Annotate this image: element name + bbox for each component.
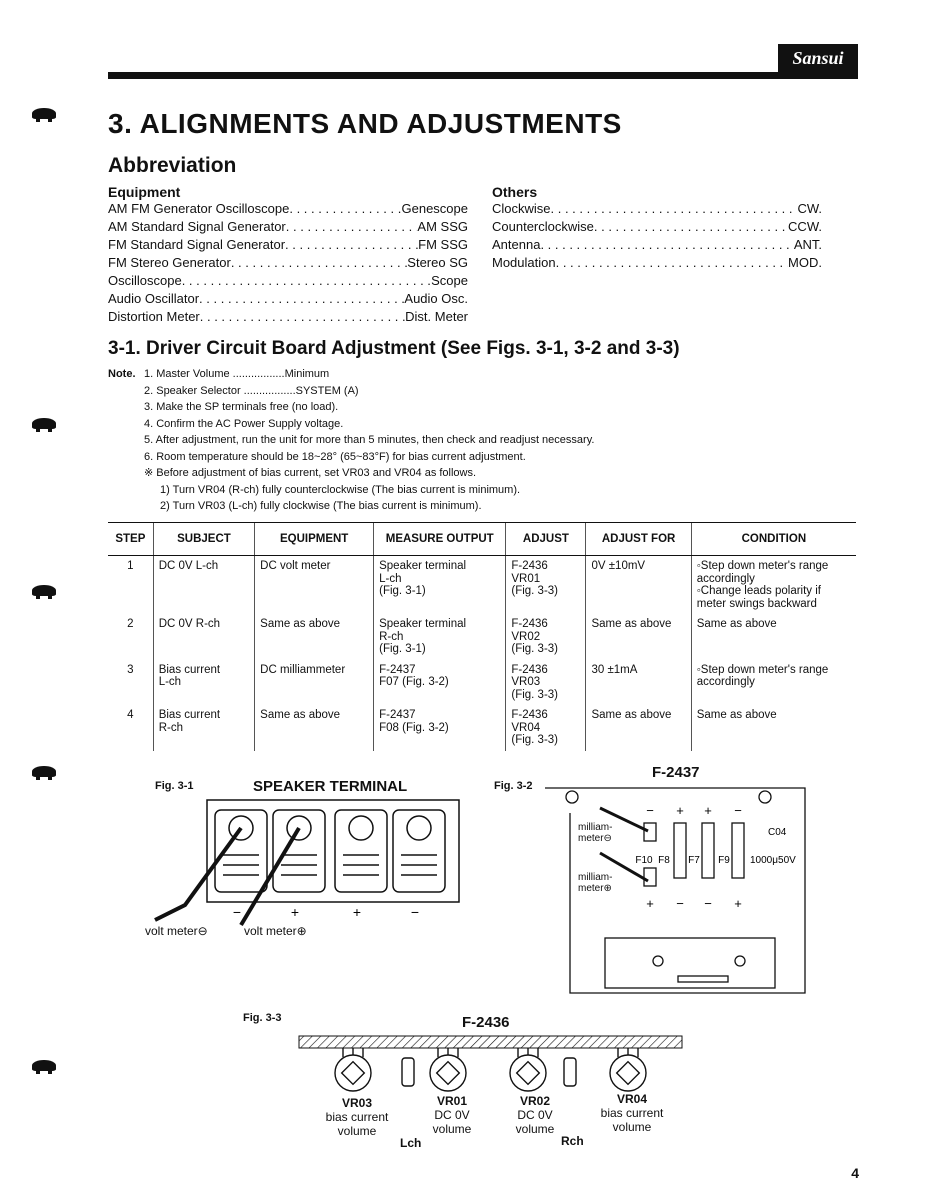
leader-dots <box>551 200 798 218</box>
abbreviation-value: MOD. <box>788 255 822 270</box>
leader-dots <box>286 218 418 236</box>
leader-dots <box>199 290 404 308</box>
table-cell: ◦Step down meter's range accordingly ◦Change leads polarity if meter swings backward <box>691 556 856 615</box>
table-cell: 4 <box>127 709 134 721</box>
polarity-label: − <box>704 896 712 911</box>
abbreviation-row <box>108 254 468 272</box>
table-cell: F-2436 VR03 (Fig. 3-3) <box>506 660 586 706</box>
equipment-list <box>108 184 468 326</box>
adjustment-table <box>108 522 856 751</box>
abbreviation-value: Scope <box>431 273 468 288</box>
abbreviation-term: Audio Oscillator <box>108 291 200 306</box>
table-row <box>108 705 856 751</box>
abbreviation-value: FM SSG <box>418 237 468 252</box>
abbreviation-row <box>108 290 468 308</box>
capacitor-label: 1000μ50V <box>750 855 796 866</box>
vr-label <box>593 1092 671 1134</box>
vr-id: VR01 <box>436 1094 468 1108</box>
abbreviation-term: FM Standard Signal Generator <box>108 237 286 252</box>
table-cell: DC 0V L-ch <box>153 556 254 615</box>
abbreviation-term: Distortion Meter <box>108 309 200 324</box>
table-cell: Same as above <box>255 614 374 660</box>
abbreviation-value: Dist. Meter <box>405 309 468 324</box>
table-cell: F-2436 VR01 (Fig. 3-3) <box>506 556 586 615</box>
table-cell: 30 ±1mA <box>586 660 691 706</box>
table-cell: F-2437 F07 (Fig. 3-2) <box>374 660 506 706</box>
equipment-heading: Equipment <box>108 184 181 200</box>
vr-label <box>496 1094 574 1136</box>
milliammeter-neg-label: milliam- meter⊖ <box>578 822 613 844</box>
polarity-label: + <box>734 896 742 911</box>
abbreviation-row <box>108 272 468 290</box>
polarity-label: + <box>646 896 654 911</box>
others-list <box>492 184 822 272</box>
fuse-label: F7 <box>688 855 700 866</box>
vr-function: bias current <box>600 1106 664 1120</box>
note-line: 1. Master Volume .................Minimum <box>144 368 330 380</box>
leader-dots <box>540 236 793 254</box>
table-cell: DC milliammeter <box>255 660 374 706</box>
table-cell: Same as above <box>691 614 856 660</box>
leader-dots <box>556 254 788 272</box>
abbreviation-value: Stereo SG <box>407 255 468 270</box>
table-cell: Bias current R-ch <box>153 705 254 751</box>
leader-dots <box>285 236 418 254</box>
table-header: ADJUST <box>506 523 586 556</box>
polarity-label: − <box>646 803 654 818</box>
polarity-label: − <box>676 896 684 911</box>
fig3-title: F-2436 <box>462 1014 510 1031</box>
binder-mark <box>32 585 56 596</box>
vr-type: volume <box>612 1120 652 1134</box>
abbreviation-row <box>108 200 468 218</box>
polarity-label: + <box>352 904 362 920</box>
vr-type: volume <box>432 1122 472 1136</box>
fig1-label: Fig. 3-1 <box>155 780 194 792</box>
abbreviation-row <box>108 236 468 254</box>
table-cell: Bias current L-ch <box>153 660 254 706</box>
vr-function: DC 0V <box>434 1108 470 1122</box>
vr-id: VR02 <box>519 1094 551 1108</box>
page-title: 3. ALIGNMENTS AND ADJUSTMENTS <box>108 108 622 139</box>
abbreviation-value: Genescope <box>401 201 468 216</box>
abbreviation-term: Counterclockwise <box>492 219 594 234</box>
note-line: ※ Before adjustment of bias current, set VR03 and VR04 as follows. <box>144 467 477 479</box>
table-header: SUBJECT <box>153 523 254 556</box>
fig1-title: SPEAKER TERMINAL <box>253 778 408 795</box>
note-line: 6. Room temperature should be 18~28° (65~83°F) for bias current adjustment. <box>144 450 526 463</box>
table-cell: DC volt meter <box>255 556 374 615</box>
abbreviation-row <box>492 254 822 272</box>
table-cell: F-2437 F08 (Fig. 3-2) <box>374 705 506 751</box>
note-line: 2) Turn VR03 (L-ch) fully clockwise (The bias current is minimum). <box>160 500 482 512</box>
table-cell: DC 0V R-ch <box>153 614 254 660</box>
fig2-label: Fig. 3-2 <box>494 780 533 792</box>
abbreviation-term: FM Stereo Generator <box>108 255 231 270</box>
table-cell: Same as above <box>586 705 691 751</box>
binder-mark <box>32 418 56 429</box>
leader-dots <box>200 308 405 326</box>
leader-dots <box>594 218 788 236</box>
table-cell: Speaker terminal L-ch (Fig. 3-1) <box>374 556 506 615</box>
polarity-label: − <box>232 904 242 920</box>
table-cell: ◦Step down meter's range accordingly <box>691 660 856 706</box>
abbreviation-term: Oscilloscope <box>108 273 182 288</box>
vr-id: VR03 <box>341 1096 373 1110</box>
binder-mark <box>32 108 56 119</box>
note-line: 1) Turn VR04 (R-ch) fully counterclockwise (The bias current is minimum). <box>160 483 521 496</box>
vr-label <box>318 1096 396 1138</box>
milliammeter-pos-label: milliam- meter⊕ <box>578 872 613 894</box>
abbreviation-row <box>108 218 468 236</box>
abbreviation-term: AM FM Generator Oscilloscope <box>108 201 290 216</box>
abbreviation-term: Clockwise <box>492 201 551 216</box>
abbreviation-value: CW. <box>797 201 822 216</box>
polarity-label: + <box>704 803 712 818</box>
page-number: 4 <box>851 1165 859 1181</box>
leader-dots <box>182 272 431 290</box>
fuse-label: F8 <box>658 855 670 866</box>
others-heading: Others <box>492 184 538 200</box>
table-header: MEASURE OUTPUT <box>374 523 506 556</box>
abbreviation-value: ANT. <box>793 237 822 252</box>
table-header: EQUIPMENT <box>255 523 374 556</box>
vr-function: bias current <box>325 1110 389 1124</box>
table-cell: 3 <box>127 663 134 676</box>
abbreviation-row <box>492 218 822 236</box>
table-cell: Same as above <box>691 705 856 751</box>
fig3-label: Fig. 3-3 <box>243 1012 282 1024</box>
leader-dots <box>289 200 401 218</box>
volt-meter-pos-label: volt meter⊕ <box>244 924 307 938</box>
abbreviation-heading: Abbreviation <box>108 154 237 177</box>
note-label: Note. <box>108 368 136 380</box>
abbreviation-value: AM SSG <box>417 219 468 234</box>
binder-mark <box>32 766 56 777</box>
vr-function: DC 0V <box>517 1108 553 1122</box>
volt-meter-neg-label: volt meter⊖ <box>145 924 208 938</box>
abbreviation-term: AM Standard Signal Generator <box>108 219 286 234</box>
fig2-title: F-2437 <box>652 764 700 781</box>
notes-block <box>144 366 844 515</box>
table-cell: Same as above <box>255 705 374 751</box>
table-cell: F-2436 VR04 (Fig. 3-3) <box>506 705 586 751</box>
leader-dots <box>231 254 407 272</box>
speaker-terminal-diagram <box>145 795 465 945</box>
polarity-label: − <box>410 904 420 920</box>
note-line: 4. Confirm the AC Power Supply voltage. <box>144 417 344 430</box>
table-row <box>108 660 856 706</box>
table-header: CONDITION <box>691 523 856 556</box>
vr-label <box>413 1094 491 1136</box>
binder-mark <box>32 1060 56 1071</box>
abbreviation-term: Antenna <box>492 237 541 252</box>
table-cell: F-2436 VR02 (Fig. 3-3) <box>506 614 586 660</box>
table-row <box>108 614 856 660</box>
lch-label: Lch <box>400 1136 422 1150</box>
table-row <box>108 556 856 615</box>
abbreviation-term: Modulation <box>492 255 556 270</box>
abbreviation-value: Audio Osc. <box>404 291 468 306</box>
c04-label: C04 <box>768 827 787 838</box>
table-cell: 1 <box>127 560 134 572</box>
vr-type: volume <box>337 1124 377 1138</box>
note-line: 3. Make the SP terminals free (no load). <box>144 401 339 413</box>
abbreviation-value: CCW. <box>788 219 822 234</box>
note-line: 5. After adjustment, run the unit for more than 5 minutes, then check and readjust necessary. <box>144 434 595 446</box>
vr-id: VR04 <box>616 1092 648 1106</box>
note-line: 2. Speaker Selector .................SYSTEM (A) <box>144 384 359 397</box>
sansui-logo: Sansui <box>778 44 858 72</box>
abbreviation-row <box>108 308 468 326</box>
fuse-label: F10 <box>635 855 653 866</box>
fuse-label: F9 <box>718 855 730 866</box>
table-cell: 0V ±10mV <box>586 556 691 615</box>
table-header: ADJUST FOR <box>586 523 691 556</box>
header-rule <box>108 72 858 79</box>
polarity-label: − <box>734 803 742 818</box>
table-cell: Same as above <box>586 614 691 660</box>
table-header: STEP <box>108 523 153 556</box>
abbreviation-row <box>492 200 822 218</box>
rch-label: Rch <box>561 1134 584 1148</box>
section-title: 3-1. Driver Circuit Board Adjustment (See Figs. 3-1, 3-2 and 3-3) <box>108 338 680 359</box>
polarity-label: + <box>290 904 300 920</box>
table-cell: 2 <box>127 618 134 630</box>
abbreviation-row <box>492 236 822 254</box>
polarity-label: + <box>676 803 684 818</box>
vr-type: volume <box>515 1122 555 1136</box>
table-cell: Speaker terminal R-ch (Fig. 3-1) <box>374 614 506 660</box>
